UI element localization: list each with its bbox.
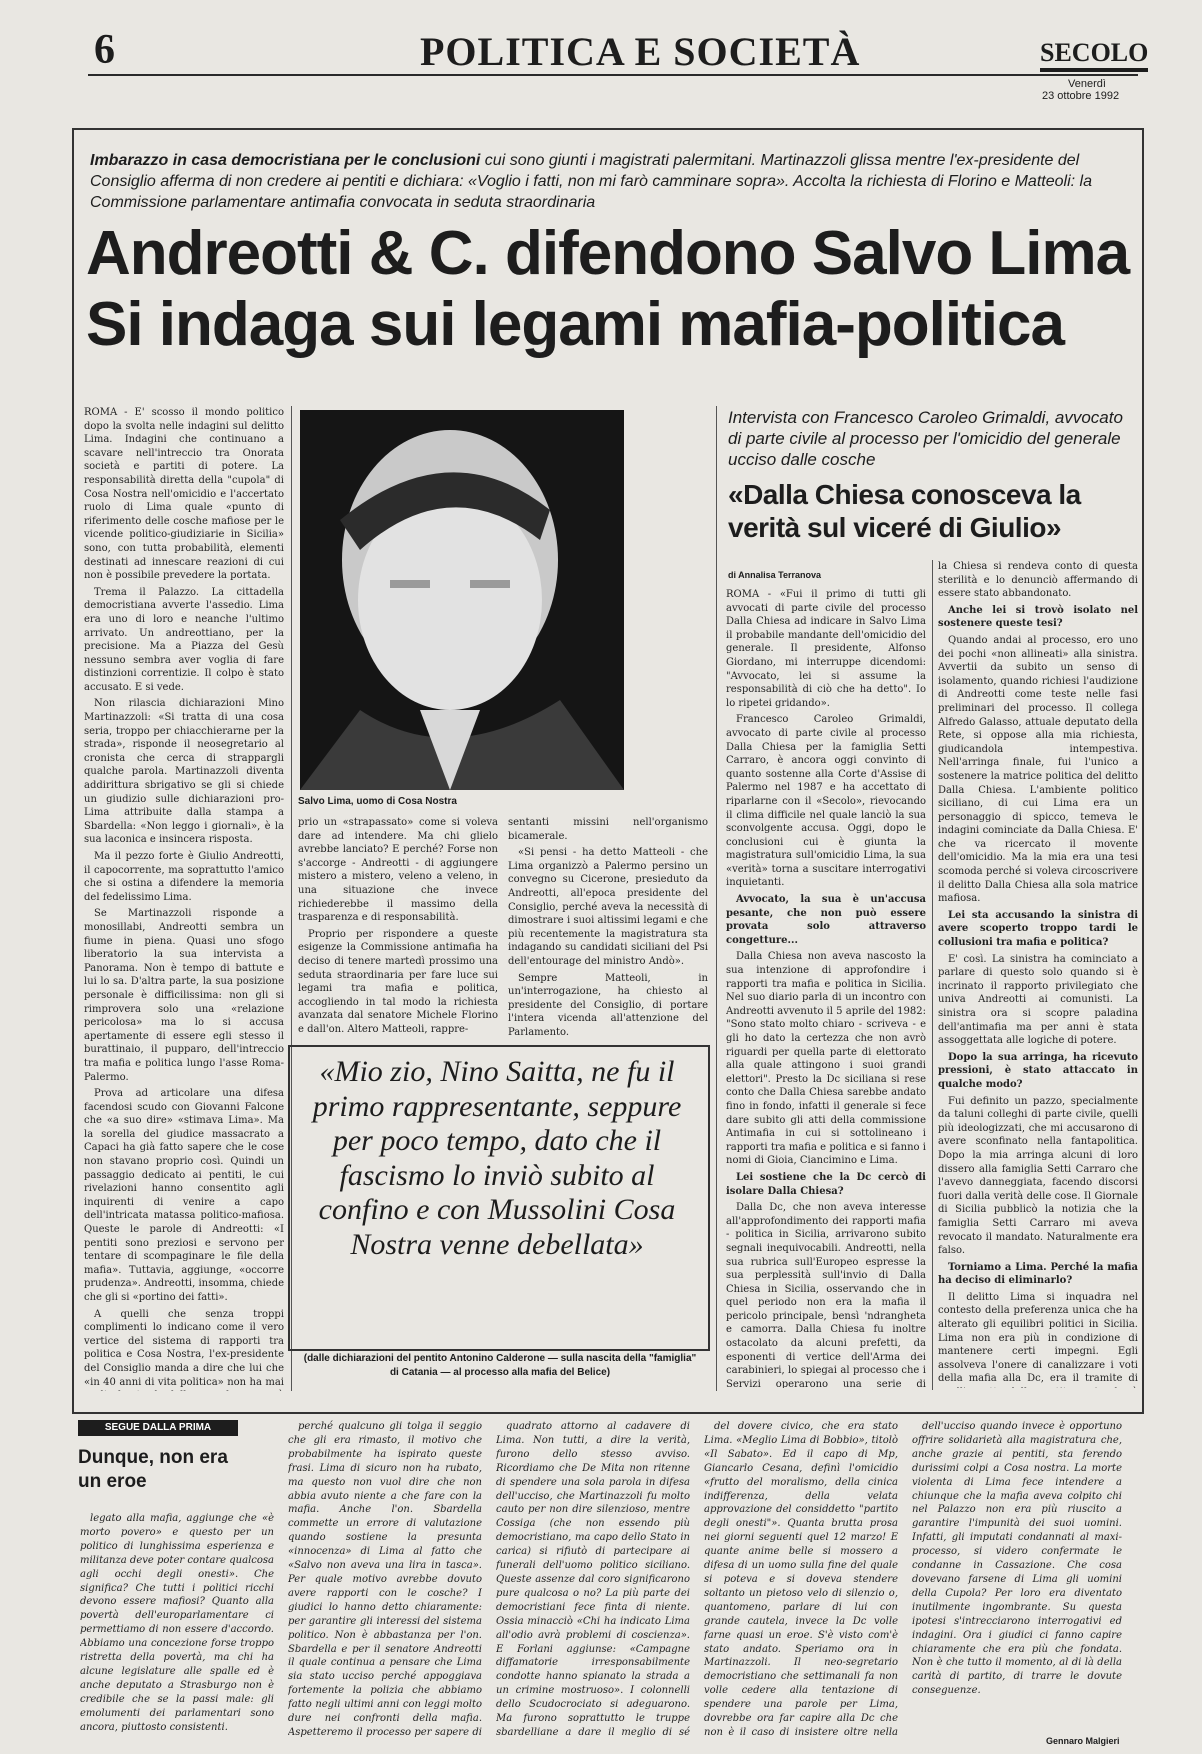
issue-day: Venerdì	[1068, 78, 1106, 90]
paragraph: prio un «strapassato» come si voleva dare ad intendere. Ma chi glielo avrebbe lanciato? E perché? Forse non s'accorge - Andreotti - di aggiungere mistero a mistero, veleno a veleno, in una situazione che invece richiederebbe il massimo della trasparenza e di responsabilità.	[298, 817, 498, 924]
interview-question: Anche lei si trovò isolato nel sostenere queste tesi?	[938, 604, 1138, 630]
section-title: POLITICA E SOCIETÀ	[420, 29, 861, 74]
editorial-headline: Dunque, non era un eroe	[78, 1447, 228, 1492]
paragraph: Fui definito un pazzo, specialmente da taluni colleghi di parte civile, quelli più ideologizzati, che mi accusarono di avere sconfinato nella fantapolitica. Dopo la mia arringa alcuni di loro dissero alla famiglia Setti Carraro che l'avevo danneggiata, facendo discorsi fuori dalla verità delle cose. Il Giornale di Sicilia pubblicò la notizia che la famiglia Setti Carraro mi aveva revocato il mandato. Naturalmente era falso.	[938, 1095, 1138, 1257]
paragraph: la Chiesa si rendeva conto di questa sterilità e lo denunciò affermando di essere stato abbandonato.	[938, 561, 1138, 600]
paragraph: Il delitto Lima si inquadra nel contesto della preferenza unica che ha alterato gli equilibri politici in Sicilia. Lima non era più in condizione di mantenere certi impegni. Egli assolveva l'onere di canalizzare i voti della mafia alla Dc, era il tramite di	[938, 1291, 1138, 1385]
paragraph: Dalla Dc, che non aveva interesse all'approfondimento dei rapporti mafia - politica in Sicilia, arrivarono subito segnali inequivocabili. Andreotti, nella sua rubrica sull'Europeo espresse la sua perplessità sull'invio di Dalla Chiesa in Sicilia, osservando che in quel periodo non era la mafia il pericolo principale, bensì 'ndrangheta e camorra. Dalla Chiesa fu inoltre ostacolato da alcuni prefetti, da esponenti di vertice dell'Arma dei carabinieri, lo spiegai al processo che i Servizi operarono una serie di	[726, 1202, 926, 1388]
paragraph: ROMA - E' scosso il mondo politico dopo la svolta nelle indagini sul delitto Lima. Indagini che continuano a scavare nell'intreccio tra Onorata società e partiti di potere. La responsabilità diretta della "cupola" di Cosa Nostra nell'omicidio e l'accertato ruolo di Lima quale «punto di riferimento delle cosche mafiose per le vicende politico-giudiziarie in Sicilia» sono, con tutta probabilità, elementi destinati ad innescare reazioni di cui non è possibile prevedere la portata.	[84, 407, 284, 582]
portrait-image	[300, 410, 624, 790]
paragraph: Prova ad articolare una difesa facendosi scudo con Giovanni Falcone che «a suo dire» «stimava Lima». Ma la sorella del giudice massacrato a Capaci ha già fatto sapere che le cose non stavano proprio così. Quindi un passaggio dedicato ai pentiti, le cui rivelazioni hanno consentito agli inquirenti di venire a capo dell'intricata matassa politico-mafiosa. Queste le parole di Andreotti: «I pentiti sono preziosi e servono per tentare di scompaginare le file della mafia». Tuttavia, aggiunge, «occorre prudenza». Andreotti, insomma, chiede che gli si «portino dei fatti».	[84, 1088, 284, 1303]
pull-quote: «Mio zio, Nino Saitta, ne fu il primo rappresentante, seppure per poco tempo, dato che il fascismo lo inviò subito al confino e con Mussolini Cosa Nostra venne debellata»	[312, 1055, 682, 1261]
interview-column-1	[726, 588, 926, 1388]
paragraph: «Si pensi - ha detto Matteoli - che Lima organizzò a Palermo persino un convegno su Cicerone, presieduto da Andreotti, all'epoca presidente del Consiglio, perché aveva la necessità di dimostrare i suoi altissimi legami e che più recentemente la magistratura sta indagando su candidati siciliani del Psi dell'entourage del ministro Andò».	[508, 847, 708, 967]
paragraph: Francesco Caroleo Grimaldi, avvocato di parte civile al processo Dalla Chiesa per la famiglia Setti Carraro, è ancora oggi convinto di quanto sostenne alla Corte d'Assise di Palermo nel 1987 e ha accettato di riparlarne con il «Secolo», rievocando il clima difficile nel quale lanciò la sua sconvolgente accusa. Oggi, dopo le conclusioni cui è giunta la magistratura sull'omicidio Lima, la sua «verità» torna a suscitare interrogativi inquietanti.	[726, 714, 926, 889]
paragraph: Ma il pezzo forte è Giulio Andreotti, il capocorrente, ma soprattutto l'amico che si ostina a difendere la memoria del fedelissimo Lima.	[84, 851, 284, 903]
headline-line-1: Andreotti & C. difendono Salvo Lima	[86, 219, 1130, 288]
interview-headline: «Dalla Chiesa conosceva la verità sul viceré di Giulio»	[728, 479, 1081, 543]
interview-question: Lei sta accusando la sinistra di avere scoperto troppo tardi le collusioni tra mafia e politica?	[938, 909, 1138, 949]
article-column-3	[508, 816, 708, 1038]
article-kicker	[90, 150, 1120, 213]
paragraph: Quando andai al processo, ero uno dei pochi «non allineati» alla sinistra. Avvertii da subito un senso di isolamento, quando richiesi l'audizione di Andreotti come teste nelle fasi preliminari del processo. Il collega Alfredo Galasso, attuale deputato della Rete, si oppose alla mia richiesta, giudicandola intempestiva. Nell'arringa finale, fui l'unico a sostenere la matrice politica del delitto Dalla Chiesa. L'ambiente politico siciliano, di cui Lima era un personaggio di spicco, temeva le indagini cominciate da Dalla Chiesa. E' che va ricercato il movente dell'omicidio. Ma la mia era una tesi scomoda perché si voleva circoscrivere il delitto Dalla Chiesa alla sola matrice mafiosa.	[938, 634, 1138, 905]
interview-question: Torniamo a Lima. Perché la mafia ha deciso di eliminarlo?	[938, 1261, 1138, 1287]
paragraph: Sempre Matteoli, in un'interrogazione, ha chiesto al presidente del Consiglio, di portare l'intera vicenda all'attenzione del Parlamento.	[508, 972, 708, 1038]
main-headline	[86, 218, 1136, 360]
interview-question: Dopo la sua arringa, ha ricevuto pressioni, è stato attaccato in qualche modo?	[938, 1051, 1138, 1090]
interview-question: Lei sostiene che la Dc cercò di isolare Dalla Chiesa?	[726, 1171, 926, 1197]
paragraph: A quelli che senza troppi complimenti lo indicano come il vero vertice del sistema di rapporti tra politica e Cosa Nostra, l'ex-presidente del Consiglio manda a dire che lui che «in 40 anni di vita politica» non ha mai	[84, 1308, 284, 1388]
paragraph: Non rilascia dichiarazioni Mino Martinazzoli: «Si tratta di una cosa seria, troppo per chiacchierarne per la strada», risponde il neosegretario al cronista che cerca di strappargli qualche parola. Martinazzoli diventa addirittura sbrigativo se gli si chiede un giudizio sulle dichiarazioni pro-Lima attribuite dalla stampa a Sbardella: «Non leggo i giornali», è la sua laconica e insincera risposta.	[84, 698, 284, 846]
page-number: 6	[94, 27, 115, 73]
column-rule	[932, 560, 933, 1390]
pull-quote-source: (dalle dichiarazioni del pentito Antonino Calderone — sulla nascita della "famiglia" di Catania — al processo alla mafia del Belice)	[303, 1353, 697, 1378]
editorial-text: perché qualcuno gli tolga il seggio che gli era rimasto, il motivo che probabilmente ha ispirato queste frasi. Lima di sicuro non ha rubato, ma questo non vuol dire che non abbia avuto niente a che fare con la mafia. Anche l'on. Sbardella commette un errore di valutazione quando sostiene la presunta «innocenza» di Lima al fatto che «Salvo non aveva una lira in tasca». Per quale motivo avrebbe dovuto avere rapporti con le cosche? I giudici lo hanno detto chiaramente: per garantire gli interessi del sistema politico. Non è abbastanza per l'on. Sbardella e per il senatore Andreotti il quale continua a pensare che Lima sia stato ucciso perché appoggiava fortemente la polizia che abbiamo fatto negli ultimi anni con leggi molto dure nei confronti della mafia. Aspetteremo il processo per sapere di	[288, 1421, 482, 1738]
editorial-column-3	[496, 1420, 690, 1738]
headline-line-2: Si indaga sui legami mafia-politica	[86, 290, 1064, 359]
paragraph: Trema il Palazzo. La cittadella democristiana avverte l'assedio. Lima era uno di loro e neanche l'ultimo arrivato. Un andreottiano, per la precisione. Ma a Piazza del Gesù nessuno sembra aver voglia di fare distinzioni correntizie. Il colpo è stato accusato. E si vede.	[84, 586, 284, 693]
paragraph: Se Martinazzoli risponde a monosillabi, Andreotti sembra un fiume in piena. Quasi uno sfogo liberatorio la sua intervista a Panorama. Non è tempo di battute e lui lo sa. D'altra parte, la sua posizione personale è difficilissima: non gli si rimprovera solo una «relazione pericolosa» ma lo si accusa apertamente di essere egli stesso il burattinaio, il pupparo, dell'intreccio tra mafia e politica lungo l'asse Roma-Palermo.	[84, 908, 284, 1083]
kicker-lead: Imbarazzo in casa democristiana per le conclusioni	[90, 152, 481, 169]
editorial-text: legato alla mafia, aggiunge che «è morto povero» e questo per un politico di lunghissima esperienza e militanza deve poter contare qualcosa agli occhi degli onesti». Che significa? Che tutti i politici ricchi devono essere mafiosi? Quanto alla povertà dell'europarlamentare ci permettiamo di non essere d'accordo. Abbiamo una concezione forse troppo ristretta della povertà, ma chi ha alcune legislature alle spalle ed è anche deputato a Strasburgo non è credibile che se la passi male: gli emolumenti dei parlamentari sono ancora, piuttosto consistenti.	[80, 1513, 274, 1733]
paragraph: E' così. La sinistra ha cominciato a parlare di questo solo quando si è incrinato il rapporto privilegiato che univa Andreotti ai comunisti. La sinistra ora si scopre paladina dell'antimafia ma per anni è stata assoggettata alle logiche di potere.	[938, 953, 1138, 1047]
photo-caption: Salvo Lima, uomo di Cosa Nostra	[298, 796, 457, 807]
paragraph: ROMA - «Fui il primo di tutti gli avvocati di parte civile del processo Dalla Chiesa ad indicare in Salvo Lima il probabile mandante dell'omicidio del generale. Il presidente, Alfonso Giordano, mi interruppe dicendomi: "Avvocato, lei si assume la responsabilità di ciò che ha detto". Io lo ripetei gridando».	[726, 589, 926, 709]
interview-byline: di Annalisa Terranova	[728, 570, 822, 580]
paragraph: Dalla Chiesa non aveva nascosto la sua intenzione di approfondire i rapporti tra mafia e politica in Sicilia. Nel suo diario parla di un incontro con Andreotti avvenuto il 5 aprile del 1982: "Sono stato molto chiaro - scriveva - e gli ho dato la certezza che non avrò riguardi per quella parte di elettorato alla quale attingono i suoi grandi elettori". Presto la Dc siciliana si rese conto che Dalla Chiesa sarebbe andato fino in fondo, infatti il generale si fece dare subito gli atti della commissione Antimafia in cui si sottolineano i rapporti tra mafia e politica e si fanno i nomi di Gioia, Ciancimino e Lima.	[726, 951, 926, 1167]
interview-column-2	[938, 560, 1138, 1388]
column-rule	[716, 406, 717, 1391]
editorial-signature: Gennaro Malgieri	[1046, 1736, 1120, 1746]
paragraph: Proprio per rispondere a queste esigenze la Commissione antimafia ha deciso di tenere martedì prossimo una seduta straordinaria per fare luce sui legami tra mafia e politica, accogliendo in tal modo la richiesta avanzata dal senatore Michele Florino e dall'on. Altero Matteoli, rappre-	[298, 928, 498, 1035]
editorial-column-5	[912, 1420, 1122, 1720]
editorial-text: dell'ucciso quando invece è opportuno offrire solidarietà alla magistratura che, anche grazie ai pentiti, sta ferendo durissimi colpi a Cosa nostra. La morte violenta di Lima fece intendere a chiunque che la mafia aveva colpito chi nel Palazzo non era più riuscito a garantire l'impunità dei suoi uomini. Infatti, gli imputati condannati al maxi-processo, si videro confermate le condanne in Cassazione. Che cosa dovevano farsene di Lima gli uomini della Cupola? Per loro era diventato inutilmente ingombrante. Su questa ipotesi s'intrecciarono interrogativi ed indagini. Ora i giudici ci fanno capire chiaramente che era più che fondata. Non è che tutto il momento, al di là della carità di partito, di trarre le dovute conseguenze.	[912, 1421, 1122, 1697]
editorial-text: del dovere civico, che era stato Lima. «Meglio Lima di Bobbio», titolò «Il Sabato». Ed il capo di Mp, Giancarlo Cesana, definì l'omicidio «frutto del moralismo, della cinica indifferenza, della velata approvazione del considdetto "partito degli onesti"». Quanta brutta prosa nei giorni seguenti quel 12 marzo! E quante anime belle si mossero a difesa di un uomo sulla fine del quale si poteva e si doveva stendere soltanto un pietoso velo di silenzio o, quantomeno, parlare di lui con grande cautela, invece la Dc volle farne quasi un eroe. S'è visto com'è stato andato. Speriamo ora in Martinazzoli. Il neo-segretario democristiano che settimanali fa non volle cedere alla tentazione di spendere una parole per Lima, dovrebbe ora far capire alla Dc che non è il caso di insistere oltre nella	[704, 1421, 898, 1738]
interview-question: Avvocato, la sua è un'accusa pesante, che non può essere provata solo attraverso congetture...	[726, 894, 926, 946]
portrait-photo	[300, 410, 624, 790]
editorial-text: quadrato attorno al cadavere di Lima. Non tutti, a dire la verità, furono dello stesso avviso. Ricordiamo che De Mita non ritenne di spendere una sola parola in difesa dell'ucciso, che Martinazzoli fu molto cauto per non dire silenzioso, mentre Cossiga (che non essendo più democristiano, ma capo dello Stato in carica) si rifiutò di partecipare ai funerali dell'uomo politico siciliano. Queste assenze dal coro significarono pure qualcosa o no? La più parte dei democristiani fece finta di niente. Ossia minacciò «Chi ha indicato Lima all'odio avrà problemi di coscienza». E Forlani aggiunse: «Campagne diffamatorie irresponsabilmente condotte hanno spianato la strada a un crimine mostruoso». I colonnelli dello Scudocrociato si adeguarono. Ma furono soprattutto le truppe sbardelliane a dare il meglio di sé	[496, 1421, 690, 1738]
paragraph: sentanti missini nell'organismo bicamerale.	[508, 817, 708, 842]
continued-label: SEGUE DALLA PRIMA	[78, 1420, 238, 1436]
editorial-column-2	[288, 1420, 482, 1738]
editorial-column-1	[80, 1512, 274, 1738]
article-column-2	[298, 816, 498, 1038]
kicker-text: cui sono giunti i magistrati palermitani. Martinazzoli glissa mentre l'ex-presidente del Consiglio afferma di non credere ai pentiti e dichiara: «Voglio i fatti, non mi farò camminare sopra». Accolta la richiesta di Florino e Matteoli: la Commissione parlamentare antimafia convocata in seduta straordinaria	[90, 152, 1092, 211]
interview-kicker: Intervista con Francesco Caroleo Grimaldi, avvocato di parte civile al processo per l'omicidio del generale ucciso dalle cosche	[728, 408, 1123, 469]
editorial-column-4	[704, 1420, 898, 1738]
article-column-1	[84, 406, 284, 1391]
masthead-logo: SECOLO	[1040, 38, 1148, 72]
issue-date: 23 ottobre 1992	[1042, 90, 1120, 102]
header-rule	[88, 74, 1138, 76]
